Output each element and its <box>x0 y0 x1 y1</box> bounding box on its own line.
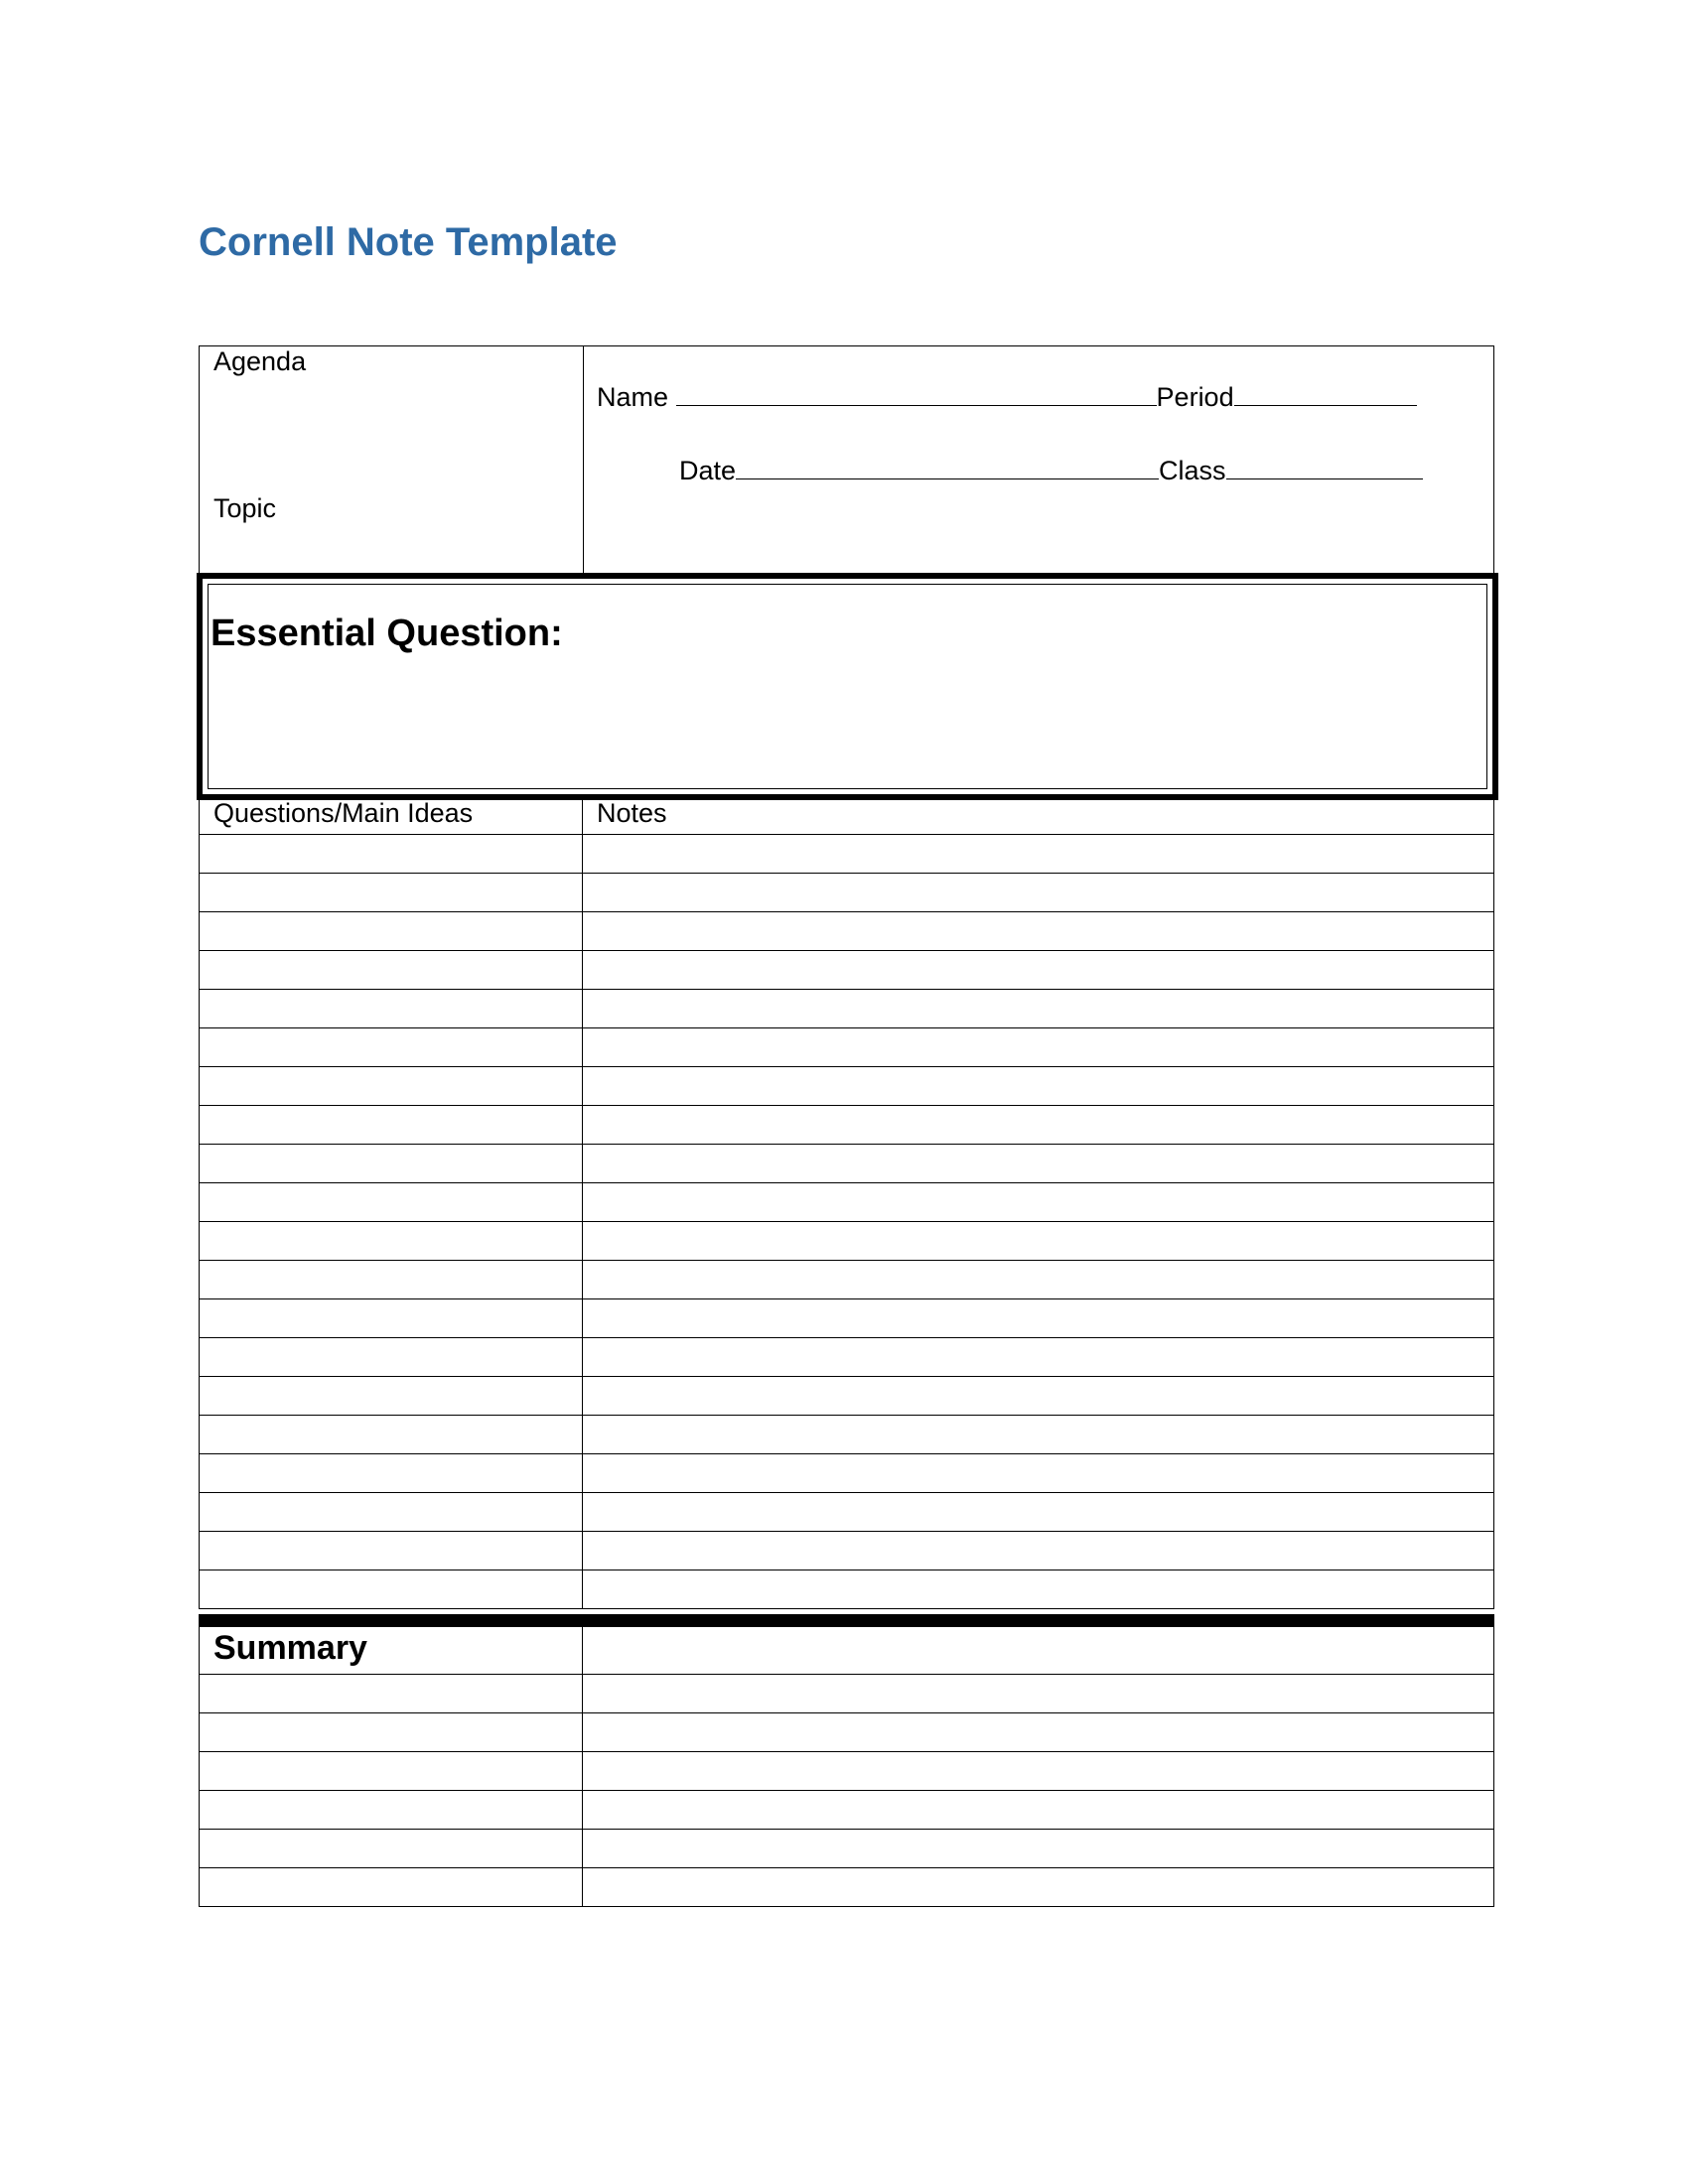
notes-right-cell[interactable] <box>583 1222 1493 1260</box>
notes-row <box>200 990 1493 1028</box>
notes-row <box>200 1454 1493 1493</box>
notes-left-cell[interactable] <box>200 951 583 989</box>
notes-row <box>200 1299 1493 1338</box>
notes-right-cell[interactable] <box>583 1377 1493 1415</box>
summary-header-row <box>200 1627 1493 1675</box>
notes-right-cell[interactable] <box>583 1261 1493 1298</box>
notes-right-cell[interactable] <box>583 1299 1493 1337</box>
essential-question-box[interactable] <box>197 573 1498 800</box>
notes-left-cell[interactable] <box>200 1416 583 1453</box>
notes-left-cell[interactable] <box>200 1067 583 1105</box>
questions-header-label: Questions/Main Ideas <box>213 798 474 828</box>
notes-right-cell[interactable] <box>583 1416 1493 1453</box>
summary-row <box>200 1713 1493 1752</box>
notes-right-cell[interactable] <box>583 1067 1493 1105</box>
notes-row <box>200 1416 1493 1454</box>
notes-row <box>200 1067 1493 1106</box>
notes-right-cell[interactable] <box>583 951 1493 989</box>
summary-right-cell[interactable] <box>583 1868 1493 1906</box>
notes-left-cell[interactable] <box>200 1183 583 1221</box>
name-period-line <box>597 382 1417 413</box>
summary-row <box>200 1868 1493 1907</box>
summary-table <box>199 1627 1494 1907</box>
questions-column-header <box>200 800 583 834</box>
summary-right-cell[interactable] <box>583 1713 1493 1751</box>
notes-left-cell[interactable] <box>200 1145 583 1182</box>
date-field[interactable] <box>736 457 1159 479</box>
notes-row <box>200 1106 1493 1145</box>
summary-left-cell[interactable] <box>200 1675 583 1712</box>
summary-row <box>200 1791 1493 1830</box>
notes-table <box>199 800 1494 1609</box>
notes-row <box>200 1222 1493 1261</box>
notes-row <box>200 1261 1493 1299</box>
summary-right-cell[interactable] <box>583 1675 1493 1712</box>
essential-question-label: Essential Question: <box>211 613 563 654</box>
agenda-label: Agenda <box>213 346 307 376</box>
summary-left-cell[interactable] <box>200 1752 583 1790</box>
header-table <box>199 345 1494 574</box>
notes-row <box>200 1183 1493 1222</box>
name-field[interactable] <box>676 383 1157 406</box>
notes-right-cell[interactable] <box>583 1570 1493 1608</box>
summary-header-blank[interactable] <box>583 1627 1493 1674</box>
notes-right-cell[interactable] <box>583 1106 1493 1144</box>
notes-row <box>200 1377 1493 1416</box>
name-label: Name <box>597 382 669 412</box>
notes-left-cell[interactable] <box>200 1570 583 1608</box>
notes-left-cell[interactable] <box>200 990 583 1027</box>
summary-left-cell[interactable] <box>200 1868 583 1906</box>
notes-left-cell[interactable] <box>200 1454 583 1492</box>
notes-left-cell[interactable] <box>200 1222 583 1260</box>
notes-column-header <box>583 800 1493 834</box>
notes-row <box>200 835 1493 874</box>
summary-left-cell[interactable] <box>200 1830 583 1867</box>
notes-row <box>200 1532 1493 1570</box>
summary-label: Summary <box>213 1629 367 1667</box>
summary-right-cell[interactable] <box>583 1752 1493 1790</box>
notes-row <box>200 1145 1493 1183</box>
class-field[interactable] <box>1226 457 1423 479</box>
summary-right-cell[interactable] <box>583 1791 1493 1829</box>
header-column-divider <box>583 346 584 573</box>
notes-right-cell[interactable] <box>583 1493 1493 1531</box>
notes-left-cell[interactable] <box>200 835 583 873</box>
period-label: Period <box>1156 382 1234 412</box>
topic-label: Topic <box>213 493 277 523</box>
notes-right-cell[interactable] <box>583 1338 1493 1376</box>
notes-left-cell[interactable] <box>200 1377 583 1415</box>
notes-right-cell[interactable] <box>583 1028 1493 1066</box>
summary-left-cell[interactable] <box>200 1791 583 1829</box>
notes-row <box>200 912 1493 951</box>
page-title: Cornell Note Template <box>199 220 618 264</box>
notes-header-row <box>200 800 1493 835</box>
period-field[interactable] <box>1234 383 1417 406</box>
notes-row <box>200 1338 1493 1377</box>
summary-left-cell[interactable] <box>200 1713 583 1751</box>
notes-left-cell[interactable] <box>200 1493 583 1531</box>
notes-right-cell[interactable] <box>583 1454 1493 1492</box>
summary-divider <box>199 1614 1494 1627</box>
summary-row <box>200 1675 1493 1713</box>
notes-row <box>200 1493 1493 1532</box>
notes-right-cell[interactable] <box>583 1145 1493 1182</box>
summary-header-cell[interactable] <box>200 1627 583 1674</box>
notes-right-cell[interactable] <box>583 874 1493 911</box>
notes-left-cell[interactable] <box>200 1106 583 1144</box>
notes-right-cell[interactable] <box>583 1183 1493 1221</box>
notes-row <box>200 1570 1493 1609</box>
notes-row <box>200 951 1493 990</box>
class-label: Class <box>1159 456 1226 485</box>
notes-right-cell[interactable] <box>583 835 1493 873</box>
notes-header-label: Notes <box>597 798 667 828</box>
date-class-line <box>679 456 1423 486</box>
notes-right-cell[interactable] <box>583 1532 1493 1570</box>
notes-left-cell[interactable] <box>200 1028 583 1066</box>
notes-left-cell[interactable] <box>200 912 583 950</box>
notes-right-cell[interactable] <box>583 912 1493 950</box>
notes-left-cell[interactable] <box>200 1261 583 1298</box>
notes-left-cell[interactable] <box>200 1299 583 1337</box>
notes-left-cell[interactable] <box>200 1532 583 1570</box>
summary-right-cell[interactable] <box>583 1830 1493 1867</box>
notes-right-cell[interactable] <box>583 990 1493 1027</box>
notes-left-cell[interactable] <box>200 1338 583 1376</box>
date-label: Date <box>679 456 737 485</box>
notes-left-cell[interactable] <box>200 874 583 911</box>
summary-row <box>200 1752 1493 1791</box>
summary-row <box>200 1830 1493 1868</box>
notes-row <box>200 874 1493 912</box>
notes-row <box>200 1028 1493 1067</box>
